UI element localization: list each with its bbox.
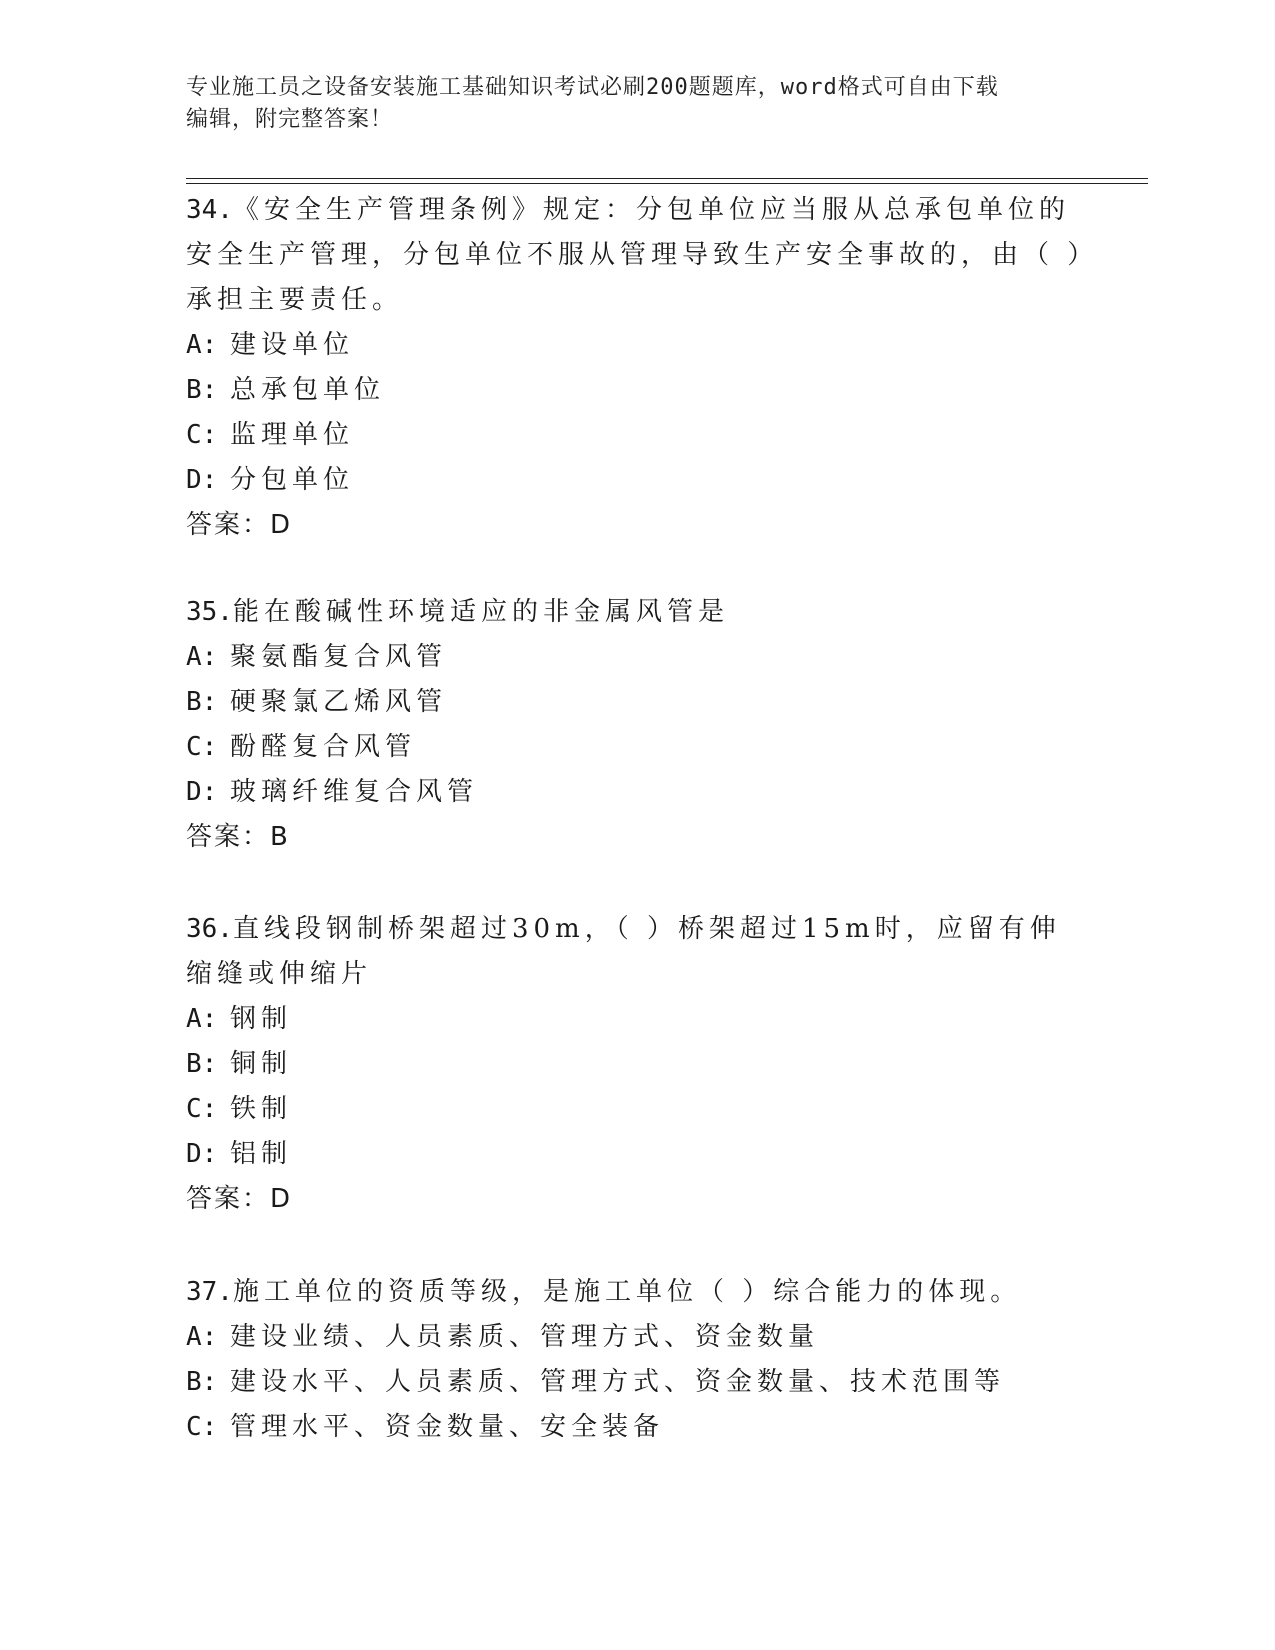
option-text: 聚氨酯复合风管: [230, 642, 448, 672]
option-key: B:: [186, 1049, 218, 1079]
option-text: 铁制: [230, 1094, 293, 1124]
option-text: 铜制: [230, 1049, 293, 1079]
option-text: 硬聚氯乙烯风管: [230, 687, 448, 717]
question-body: 能在酸碱性环境适应的非金属风管是: [232, 597, 729, 627]
option-key: B:: [186, 1367, 218, 1397]
option-b: [186, 1042, 1086, 1087]
option-a: [186, 997, 1086, 1042]
option-key: B:: [186, 375, 218, 405]
option-text: 玻璃纤维复合风管: [230, 777, 479, 807]
header-line-1: 专业施工员之设备安装施工基础知识考试必刷200题题库，word格式可自由下载: [186, 75, 999, 100]
option-key: A:: [186, 1004, 218, 1034]
question-text: [186, 590, 1086, 635]
option-text: 建设水平、人员素质、管理方式、资金数量、技术范围等: [230, 1367, 1006, 1397]
option-text: 管理水平、资金数量、安全装备: [230, 1412, 665, 1442]
option-c: [186, 1405, 1086, 1450]
document-header: [186, 72, 1066, 136]
header-divider-bottom: [186, 183, 1148, 184]
answer: 答案：D: [186, 1184, 293, 1214]
question-body: 《安全生产管理条例》规定：分包单位应当服从总承包单位的安全生产管理，分包单位不服从管理导致生产安全事故的，由（ ）承担主要责任。: [186, 195, 1086, 315]
question-37: [186, 1270, 1086, 1450]
option-key: A:: [186, 642, 218, 672]
option-text: 钢制: [230, 1004, 293, 1034]
option-a: [186, 1315, 1086, 1360]
option-c: [186, 1087, 1086, 1132]
option-text: 铝制: [230, 1139, 293, 1169]
option-key: D:: [186, 1139, 218, 1169]
option-key: A:: [186, 330, 218, 360]
option-b: [186, 368, 1086, 413]
option-key: D:: [186, 465, 218, 495]
option-key: C:: [186, 420, 218, 450]
option-key: C:: [186, 1094, 218, 1124]
option-b: [186, 680, 1086, 725]
question-number: 37.: [186, 1277, 233, 1307]
question-text: [186, 907, 1086, 997]
question-number: 36.: [186, 914, 233, 944]
option-c: [186, 725, 1086, 770]
option-text: 建设业绩、人员素质、管理方式、资金数量: [230, 1322, 820, 1352]
option-text: 总承包单位: [230, 375, 386, 405]
question-number: 35.: [186, 597, 233, 627]
question-34: [186, 188, 1086, 548]
option-key: A:: [186, 1322, 218, 1352]
question-text: [186, 188, 1086, 323]
question-35: [186, 590, 1086, 860]
header-line-2: 编辑，附完整答案！: [186, 107, 394, 132]
question-number: 34.: [186, 195, 233, 225]
question-body: 施工单位的资质等级，是施工单位（ ）综合能力的体现。: [232, 1277, 1022, 1307]
option-a: [186, 635, 1086, 680]
option-text: 酚醛复合风管: [230, 732, 417, 762]
answer: 答案：B: [186, 822, 290, 852]
option-d: [186, 770, 1086, 815]
option-key: D:: [186, 777, 218, 807]
option-text: 建设单位: [230, 330, 355, 360]
option-d: [186, 458, 1086, 503]
question-text: [186, 1270, 1086, 1315]
option-d: [186, 1132, 1086, 1177]
option-key: C:: [186, 1412, 218, 1442]
option-key: C:: [186, 732, 218, 762]
option-text: 监理单位: [230, 420, 355, 450]
question-36: [186, 907, 1086, 1222]
answer: 答案：D: [186, 510, 293, 540]
option-key: B:: [186, 687, 218, 717]
option-c: [186, 413, 1086, 458]
option-text: 分包单位: [230, 465, 355, 495]
option-a: [186, 323, 1086, 368]
option-b: [186, 1360, 1086, 1405]
header-divider-top: [186, 178, 1148, 179]
question-body: 直线段钢制桥架超过30m，（ ）桥架超过15m时，应留有伸缩缝或伸缩片: [186, 914, 1061, 989]
